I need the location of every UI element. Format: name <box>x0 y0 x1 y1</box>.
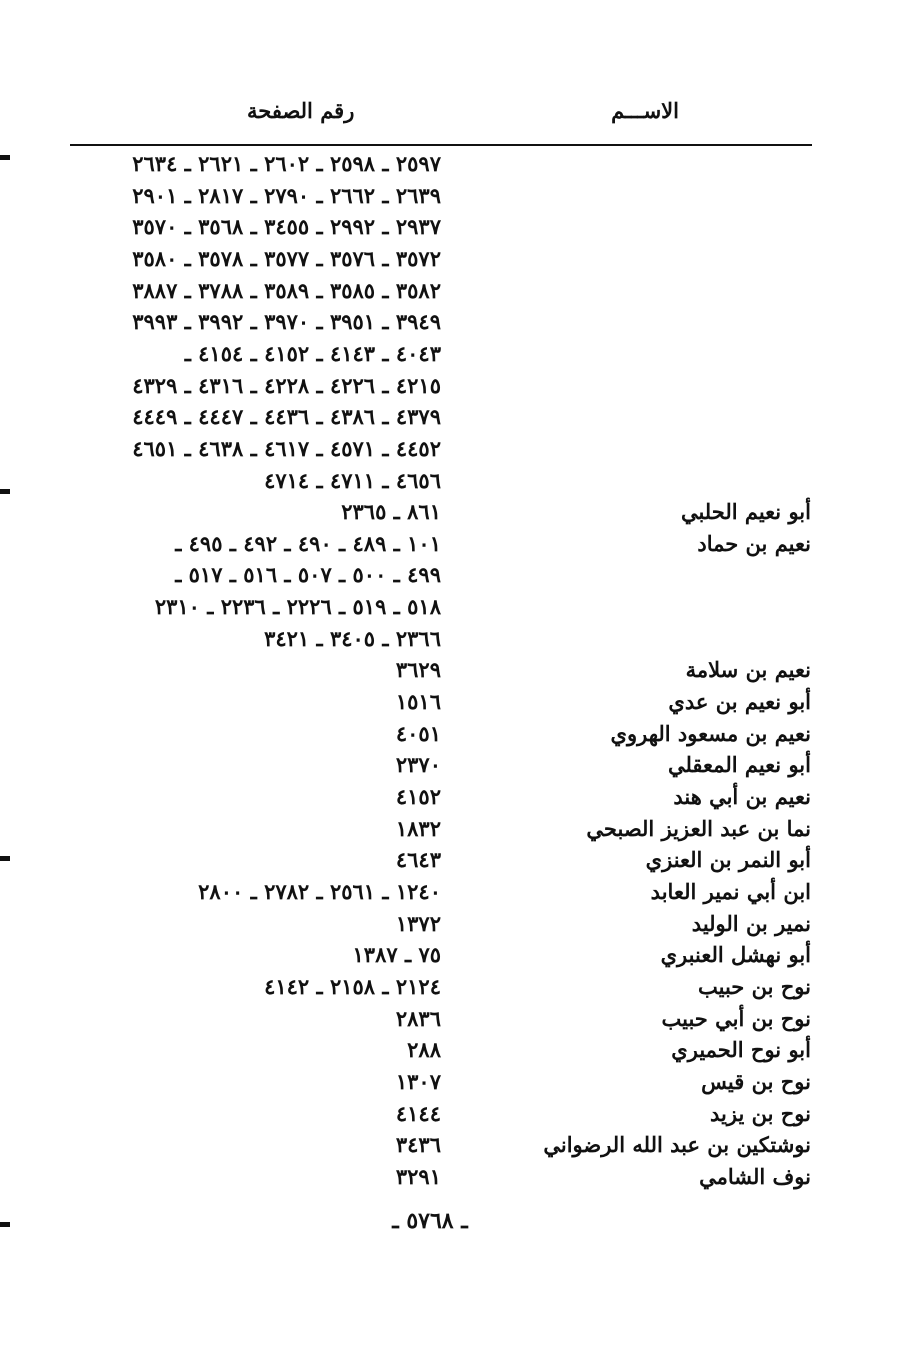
entry-pages: ٢٨٣٦ <box>395 1005 441 1031</box>
entry-pages: ٤٦٥٦ ـ ٤٧١١ ـ ٤٧١٤ <box>264 467 441 493</box>
entry-name: نوشتكين بن عبد الله الرضواني <box>543 1132 811 1158</box>
index-row <box>0 1034 909 1066</box>
index-row <box>0 686 909 718</box>
index-row <box>0 749 909 781</box>
entry-name: نوح بن يزيد <box>709 1100 811 1126</box>
scan-margin-mark <box>0 856 10 861</box>
entry-pages: ٤١٥٢ <box>395 784 441 809</box>
entry-pages: ٢١٢٤ ـ ٢١٥٨ ـ ٤١٤٢ <box>264 973 441 999</box>
index-row <box>0 559 909 591</box>
page-number: ـ ٥٧٦٨ ـ <box>392 1208 468 1234</box>
entry-pages: ٤٢١٥ ـ ٤٢٢٦ ـ ٤٢٢٨ ـ ٤٣١٦ ـ ٤٣٢٩ <box>132 372 441 398</box>
entry-pages: ٢٥٩٧ ـ ٢٥٩٨ ـ ٢٦٠٢ ـ ٢٦٢١ ـ ٢٦٣٤ <box>132 151 441 176</box>
index-row <box>0 180 909 212</box>
index-row <box>0 781 909 813</box>
entry-pages: ٨٦١ ـ ٢٣٦٥ <box>341 499 441 525</box>
column-header-page: رقم الصفحة <box>247 98 355 123</box>
index-row <box>0 1066 909 1098</box>
entry-pages: ٣٥٧٢ ـ ٣٥٧٦ ـ ٣٥٧٧ ـ ٣٥٧٨ ـ ٣٥٨٠ <box>132 245 441 271</box>
entry-name: نعيم بن سلامة <box>685 657 811 683</box>
entry-name: أبو النمر بن العنزي <box>645 847 811 873</box>
index-row <box>0 623 909 655</box>
entry-name: نمير بن الوليد <box>691 910 811 936</box>
index-row <box>0 1098 909 1130</box>
entry-pages: ٢٦٣٩ ـ ٢٦٦٢ ـ ٢٧٩٠ ـ ٢٨١٧ ـ ٢٩٠١ <box>132 182 441 208</box>
index-row <box>0 939 909 971</box>
index-row <box>0 243 909 275</box>
index-row <box>0 211 909 243</box>
index-row <box>0 1161 909 1193</box>
index-row <box>0 275 909 307</box>
index-row <box>0 306 909 338</box>
entry-pages: ٤٠٤٣ ـ ٤١٤٣ ـ ٤١٥٢ ـ ٤١٥٤ ـ <box>184 340 441 366</box>
index-row <box>0 338 909 370</box>
entry-name: ابن أبي نمير العابد <box>650 878 811 904</box>
index-row <box>0 844 909 876</box>
entry-pages: ٣٦٢٩ <box>395 657 441 683</box>
index-row <box>0 971 909 1003</box>
header-rule <box>70 144 812 146</box>
index-row <box>0 813 909 845</box>
entry-pages: ٢٣٧٠ <box>395 752 441 778</box>
entry-name: أبو نهشل العنبري <box>660 942 811 968</box>
entry-pages: ٤٦٤٣ <box>395 847 441 873</box>
entry-pages: ٢٩٣٧ ـ ٢٩٩٢ ـ ٣٤٥٥ ـ ٣٥٦٨ ـ ٣٥٧٠ <box>132 214 441 240</box>
entry-pages: ٣٥٨٢ ـ ٣٥٨٥ ـ ٣٥٨٩ ـ ٣٧٨٨ ـ ٣٨٨٧ <box>132 277 441 303</box>
index-row <box>0 591 909 623</box>
entry-name: نعيم بن أبي هند <box>673 784 811 809</box>
index-row <box>0 401 909 433</box>
entry-pages: ٥١٨ ـ ٥١٩ ـ ٢٢٢٦ ـ ٢٢٣٦ ـ ٢٣١٠ <box>154 594 441 620</box>
index-row <box>0 370 909 402</box>
index-row <box>0 465 909 497</box>
entry-pages: ٣٩٤٩ ـ ٣٩٥١ ـ ٣٩٧٠ ـ ٣٩٩٢ ـ ٣٩٩٣ <box>132 309 441 335</box>
entry-pages: ١٠١ ـ ٤٨٩ ـ ٤٩٠ ـ ٤٩٢ ـ ٤٩٥ ـ <box>175 530 441 556</box>
index-row <box>0 528 909 560</box>
entry-pages: ٣٤٣٦ <box>395 1132 441 1158</box>
index-row <box>0 876 909 908</box>
scan-margin-mark <box>0 489 10 494</box>
index-row <box>0 148 909 180</box>
entry-pages: ٣٢٩١ <box>395 1163 441 1189</box>
index-row <box>0 1003 909 1035</box>
entry-name: نعيم بن مسعود الهروي <box>610 720 811 746</box>
entry-name: أبو نعيم الحلبي <box>680 499 811 525</box>
entry-pages: ٤١٤٤ <box>395 1100 441 1126</box>
scan-margin-mark <box>0 155 10 160</box>
entry-pages: ١٢٤٠ ـ ٢٥٦١ ـ ٢٧٨٢ ـ ٢٨٠٠ <box>198 878 441 904</box>
entry-pages: ٤٣٧٩ ـ ٤٣٨٦ ـ ٤٤٣٦ ـ ٤٤٤٧ ـ ٤٤٤٩ <box>132 404 441 430</box>
entry-name: نوح بن أبي حبيب <box>661 1005 811 1031</box>
index-row <box>0 1129 909 1161</box>
index-row <box>0 496 909 528</box>
index-row <box>0 718 909 750</box>
index-row <box>0 654 909 686</box>
entry-pages: ٢٣٦٦ ـ ٣٤٠٥ ـ ٣٤٢١ <box>264 625 441 651</box>
entry-name: نوح بن حبيب <box>698 973 811 999</box>
entry-pages: ١٣٠٧ <box>395 1068 441 1094</box>
entry-pages: ٢٨٨ <box>407 1037 441 1063</box>
scan-margin-mark <box>0 1222 10 1227</box>
entry-name: أبو نعيم المعقلي <box>667 752 811 778</box>
entry-name: أبو نوح الحميري <box>671 1037 811 1063</box>
entry-name: نما بن عبد العزيز الصبحي <box>586 815 811 841</box>
index-row <box>0 433 909 465</box>
entry-name: نوف الشامي <box>699 1163 811 1189</box>
entry-name: نعيم بن حماد <box>697 530 811 556</box>
column-header-name: الاســـم <box>611 98 679 123</box>
entry-pages: ١٣٧٢ <box>395 910 441 936</box>
entry-pages: ٤٩٩ ـ ٥٠٠ ـ ٥٠٧ ـ ٥١٦ ـ ٥١٧ ـ <box>175 562 441 588</box>
entry-name: أبو نعيم بن عدي <box>668 689 811 715</box>
entry-pages: ١٨٣٢ <box>395 815 441 841</box>
entry-pages: ٤٠٥١ <box>395 720 441 746</box>
entry-name: نوح بن قيس <box>701 1068 811 1094</box>
entry-pages: ٧٥ ـ ١٣٨٧ <box>352 942 441 968</box>
entry-pages: ١٥١٦ <box>395 689 441 715</box>
index-row <box>0 908 909 940</box>
entry-pages: ٤٤٥٢ ـ ٤٥٧١ ـ ٤٦١٧ ـ ٤٦٣٨ ـ ٤٦٥١ <box>132 435 441 461</box>
